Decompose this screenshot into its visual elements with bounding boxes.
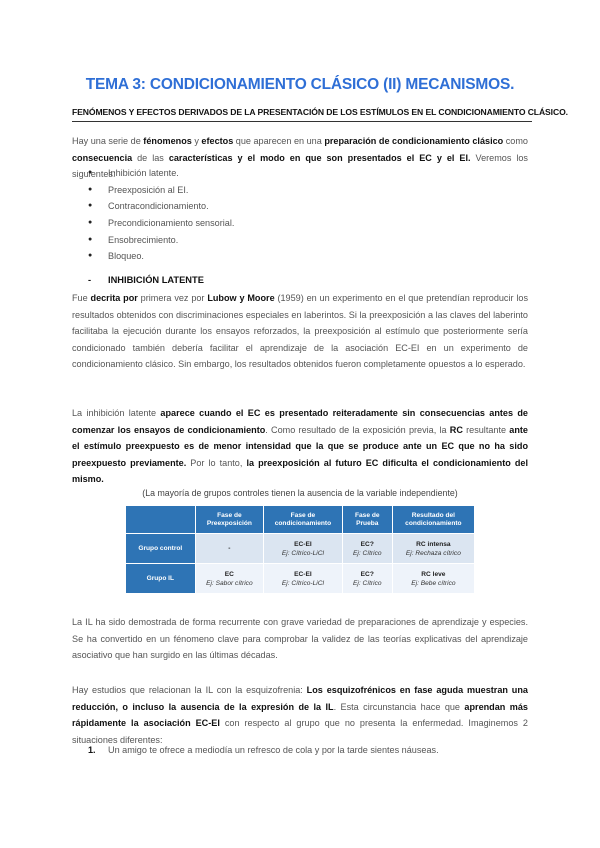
row-label: Grupo IL <box>126 564 196 594</box>
intro-paragraph: Hay una serie de fénomenos y efectos que aparecen en una preparación de condicionamiento clásico como consecuencia de las características y el modo en que son presentados el EC y el EI. Veremos los siguientes: <box>72 136 528 180</box>
table-cell: - <box>195 534 264 564</box>
table-cell: EC-EI Ej: Cítrico-LiCl <box>264 564 343 594</box>
numbered-list <box>88 745 439 755</box>
subheading-rule <box>72 121 532 122</box>
list-item: ● Precondicionamiento sensorial. <box>88 215 234 232</box>
table-cell: RC leve Ej: Bebe cítrico <box>392 564 474 594</box>
list-item: ● Bloqueo. <box>88 248 234 265</box>
paragraph-schizophrenia: Hay estudios que relacionan la IL con la esquizofrenia: Los esquizofrénicos en fase aguda muestran una reducción, o incluso la ausencia de la expresión de la IL. Esta circunstancia hace que aprendan más rápidamente la asociación EC-EI con respecto al grupo que no presenta la enfermedad. Imaginemos 2 situaciones diferentes: <box>72 685 528 745</box>
paragraph-history: Fue decrita por primera vez por Lubow y Moore (1959) en un experimento en el que pretendían reproducir los resultados obtenidos con discriminaciones especiales en laberintos. Si la preexposición a las claves del laberinto facilitaba la ejecución durante los ensayos reforzados, la preexposición al estímulo que posteriormente sería condicionado también debería facilitar el aprendizaje de la asociación EC-EI en un experimento de condicionamiento clásico. Sin embargo, los resultados obtenidos fueron completamente opuestos a lo esperado. <box>72 293 528 370</box>
table-row <box>126 534 475 564</box>
table-cell: EC? Ej: Cítrico <box>342 564 392 594</box>
table-cell: EC-EI Ej: Cítrico-LiCl <box>264 534 343 564</box>
list-item: ● Contracondicionamiento. <box>88 198 234 215</box>
list-item: ● Preexposición al EI. <box>88 182 234 199</box>
table-row <box>126 564 475 594</box>
list-item: ● Ensobrecimiento. <box>88 232 234 249</box>
table-caption: (La mayoría de grupos controles tienen la ausencia de la variable independiente) <box>142 488 458 498</box>
table-cell: EC? Ej: Cítrico <box>342 534 392 564</box>
table-header-row <box>126 506 475 534</box>
section-subheading: FENÓMENOS Y EFECTOS DERIVADOS DE LA PRESENTACIÓN DE LOS ESTÍMULOS EN EL CONDICIONAMIENTO CLÁSICO. <box>72 107 568 117</box>
table-header-cell: Fase de Prueba <box>342 506 392 534</box>
table-header-cell <box>126 506 196 534</box>
section-heading-inhibicion-latente <box>88 275 204 285</box>
table-header-cell: Fase de condicionamiento <box>264 506 343 534</box>
section-heading-label: INHIBICIÓN LATENTE <box>108 275 204 285</box>
table-cell: RC intensa Ej: Rechaza cítrico <box>392 534 474 564</box>
table-header-cell: Fase de Preexposición <box>195 506 264 534</box>
list-item: 1. Un amigo te ofrece a mediodía un refresco de cola y por la tarde sientes náuseas. <box>88 745 439 755</box>
phenomena-list <box>88 165 234 265</box>
paragraph-definition: La inhibición latente aparece cuando el EC es presentado reiteradamente sin consecuencias antes de comenzar los ensayos de condicionamiento. Como resultado de la exposición previa, la RC resultante ante el estímulo preexpuesto es de menor intensidad que la que se produce ante un EC que no ha sido preexpuesto previamente. Por lo tanto, la preexposición al futuro EC dificulta el condicionamiento del mismo. <box>72 408 528 485</box>
row-label: Grupo control <box>126 534 196 564</box>
table-cell: EC Ej: Sabor cítrico <box>195 564 264 594</box>
table-header-cell: Resultado del condicionamiento <box>392 506 474 534</box>
paragraph-il-evidence: La IL ha sido demostrada de forma recurrente con grave variedad de preparaciones de aprendizaje y especies. Se ha convertido en un fénomeno clave para comprobar la validez de las teorías explicativas del aprendizaje asociativo que han surgido en las últimas décadas. <box>72 617 528 661</box>
latent-inhibition-table <box>125 505 475 594</box>
list-item: ● Inhibición latente. <box>88 165 234 182</box>
page-title: TEMA 3: CONDICIONAMIENTO CLÁSICO (II) MECANISMOS. <box>85 76 515 93</box>
section-dash: - <box>88 275 92 285</box>
